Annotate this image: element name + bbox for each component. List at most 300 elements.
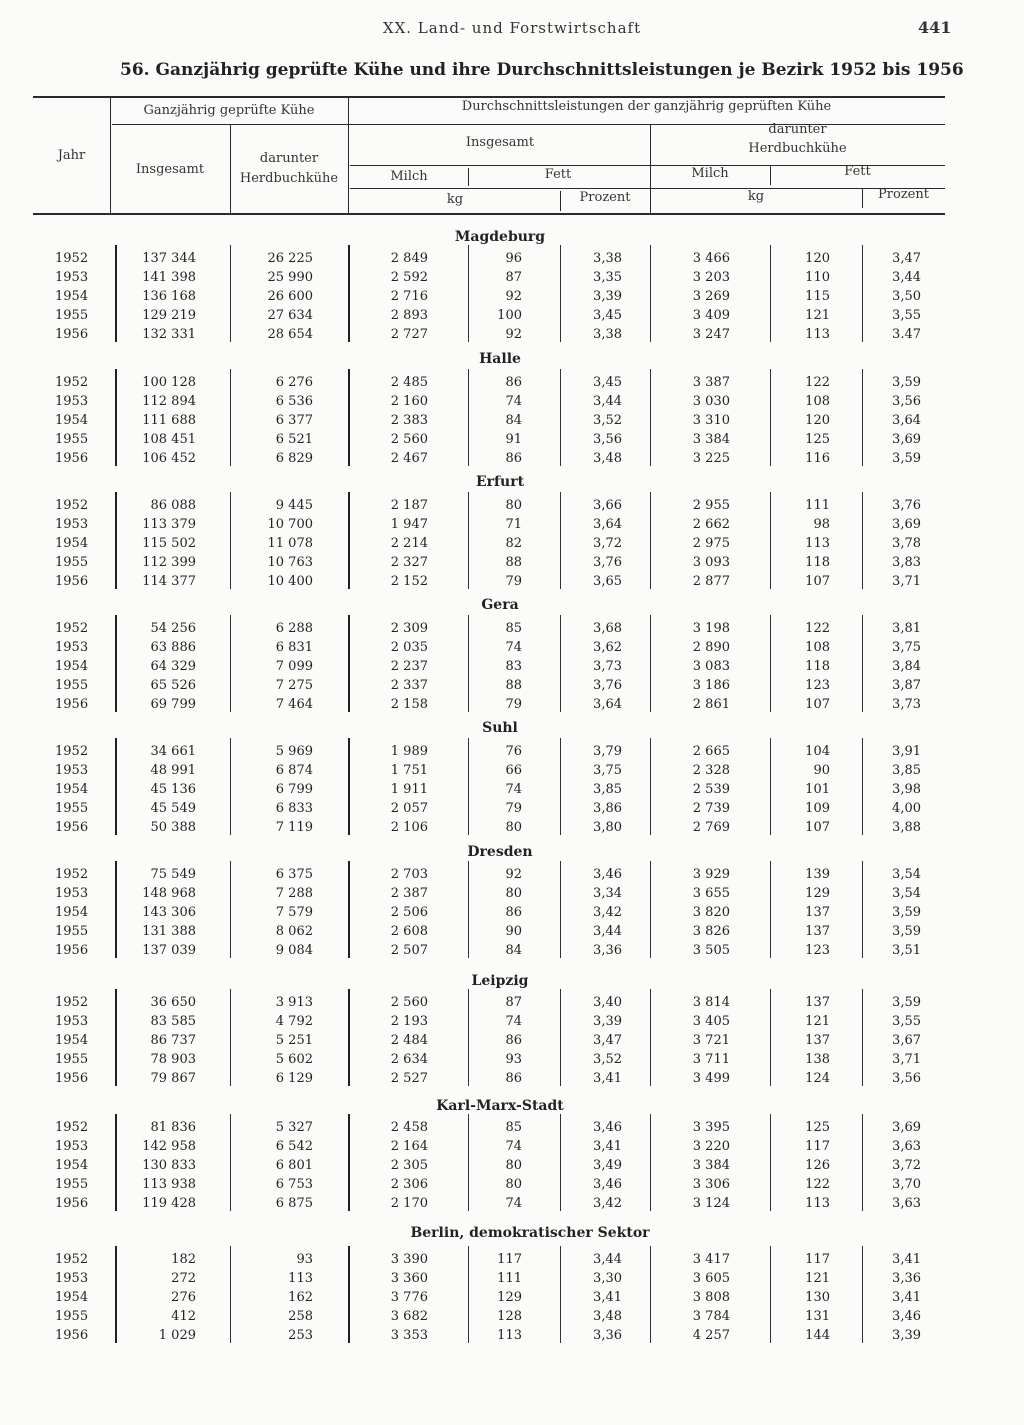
cell-milch-kg: 3 682 <box>390 1309 428 1324</box>
section-title: Berlin, demokratischer Sektor <box>410 1225 650 1241</box>
cell-insgesamt: 1 029 <box>158 1328 196 1343</box>
cell-ds-fett-prozent: 3,59 <box>892 451 921 466</box>
cell-milch-kg: 2 170 <box>390 1196 428 1211</box>
cell-ds-milch-kg: 3 124 <box>692 1196 730 1211</box>
cell-ds-fett-kg: 120 <box>805 413 830 428</box>
cell-ds-fett-kg: 137 <box>805 1033 830 1048</box>
cell-ds-fett-kg: 118 <box>805 659 830 674</box>
cell-insgesamt: 75 549 <box>150 867 196 882</box>
col-insgesamt: Insgesamt <box>135 162 205 177</box>
cell-herdbuchkuehe: 27 634 <box>267 308 313 323</box>
cell-fett-prozent: 3,52 <box>593 413 622 428</box>
cell-milch-kg: 2 506 <box>390 905 428 920</box>
cell-fett-kg: 92 <box>505 327 522 342</box>
cell-ds-fett-kg: 121 <box>805 1271 830 1286</box>
cell-ds-fett-prozent: 3,85 <box>892 763 921 778</box>
col-fett-1: Fett <box>544 167 572 182</box>
cell-fett-prozent: 3,86 <box>593 801 622 816</box>
cell-jahr: 1954 <box>55 782 89 797</box>
cell-herdbuchkuehe: 6 276 <box>275 375 313 390</box>
cell-insgesamt: 50 388 <box>150 820 196 835</box>
column-separator <box>348 245 350 342</box>
cell-ds-fett-kg: 137 <box>805 905 830 920</box>
column-separator <box>770 245 771 342</box>
cell-herdbuchkuehe: 7 288 <box>275 886 313 901</box>
col-fett-2: Fett <box>844 164 871 179</box>
cell-insgesamt: 143 306 <box>142 905 196 920</box>
cell-fett-prozent: 3,68 <box>593 621 622 636</box>
column-separator <box>468 245 469 342</box>
cell-jahr: 1953 <box>55 1271 89 1286</box>
column-separator <box>348 615 350 712</box>
cell-fett-prozent: 3,65 <box>593 574 622 589</box>
column-separator <box>770 615 771 712</box>
column-separator <box>560 615 561 712</box>
cell-ds-milch-kg: 3 310 <box>692 413 730 428</box>
cell-jahr: 1956 <box>55 574 89 589</box>
cell-ds-milch-kg: 3 093 <box>692 555 730 570</box>
cell-fett-prozent: 3,76 <box>593 678 622 693</box>
cell-fett-prozent: 3,44 <box>593 394 622 409</box>
column-separator <box>650 861 651 958</box>
column-separator <box>230 989 231 1086</box>
cell-fett-kg: 87 <box>505 270 522 285</box>
cell-ds-fett-kg: 122 <box>805 1177 830 1192</box>
column-separator <box>862 989 863 1086</box>
cell-ds-milch-kg: 2 539 <box>692 782 730 797</box>
section-title: Erfurt <box>475 474 525 490</box>
cell-milch-kg: 2 560 <box>390 432 428 447</box>
column-separator <box>230 615 231 712</box>
cell-ds-milch-kg: 3 721 <box>692 1033 730 1048</box>
cell-herdbuchkuehe: 9 445 <box>275 498 313 513</box>
cell-milch-kg: 3 776 <box>390 1290 428 1305</box>
cell-herdbuchkuehe: 7 275 <box>275 678 313 693</box>
col-darunter: darunter <box>259 151 319 166</box>
cell-ds-fett-kg: 137 <box>805 995 830 1010</box>
cell-insgesamt: 86 737 <box>150 1033 196 1048</box>
column-separator <box>115 738 117 835</box>
cell-milch-kg: 2 305 <box>390 1158 428 1173</box>
cell-ds-milch-kg: 2 861 <box>692 697 730 712</box>
cell-insgesamt: 142 958 <box>142 1139 196 1154</box>
cell-ds-fett-prozent: 3,59 <box>892 995 921 1010</box>
cell-ds-milch-kg: 3 395 <box>692 1120 730 1135</box>
cell-milch-kg: 2 309 <box>390 621 428 636</box>
cell-insgesamt: 112 894 <box>142 394 196 409</box>
cell-ds-milch-kg: 3 417 <box>692 1252 730 1267</box>
cell-milch-kg: 2 703 <box>390 867 428 882</box>
cell-herdbuchkuehe: 28 654 <box>267 327 313 342</box>
cell-ds-fett-kg: 113 <box>805 327 830 342</box>
cell-insgesamt: 86 088 <box>150 498 196 513</box>
cell-insgesamt: 131 388 <box>142 924 196 939</box>
cell-fett-kg: 80 <box>505 498 522 513</box>
cell-fett-kg: 96 <box>505 251 522 266</box>
cell-fett-kg: 74 <box>505 1139 522 1154</box>
column-separator <box>650 1246 651 1343</box>
cell-fett-kg: 82 <box>505 536 522 551</box>
cell-ds-fett-kg: 139 <box>805 867 830 882</box>
cell-jahr: 1954 <box>55 289 89 304</box>
cell-ds-fett-prozent: 3,59 <box>892 924 921 939</box>
column-separator <box>650 989 651 1086</box>
cell-ds-milch-kg: 3 655 <box>692 886 730 901</box>
cell-fett-prozent: 3,79 <box>593 744 622 759</box>
column-separator <box>560 1114 561 1211</box>
cell-ds-fett-prozent: 3,67 <box>892 1033 921 1048</box>
cell-herdbuchkuehe: 11 078 <box>267 536 313 551</box>
column-separator <box>115 369 117 466</box>
column-separator <box>650 615 651 712</box>
cell-fett-prozent: 3,36 <box>593 943 622 958</box>
cell-fett-kg: 86 <box>505 905 522 920</box>
cell-ds-fett-kg: 121 <box>805 1014 830 1029</box>
cell-jahr: 1955 <box>55 1177 89 1192</box>
cell-herdbuchkuehe: 26 600 <box>267 289 313 304</box>
cell-fett-kg: 93 <box>505 1052 522 1067</box>
cell-ds-fett-kg: 124 <box>805 1071 830 1086</box>
column-separator <box>862 492 863 589</box>
cell-ds-fett-kg: 113 <box>805 536 830 551</box>
cell-ds-fett-prozent: 3,54 <box>892 867 921 882</box>
cell-insgesamt: 148 968 <box>142 886 196 901</box>
cell-ds-milch-kg: 3 384 <box>692 1158 730 1173</box>
cell-fett-prozent: 3,38 <box>593 327 622 342</box>
cell-ds-milch-kg: 3 814 <box>692 995 730 1010</box>
section-title: Karl-Marx-Stadt <box>436 1098 564 1114</box>
cell-milch-kg: 2 634 <box>390 1052 428 1067</box>
cell-milch-kg: 2 592 <box>390 270 428 285</box>
cell-ds-fett-prozent: 3,72 <box>892 1158 921 1173</box>
cell-fett-prozent: 3,46 <box>593 867 622 882</box>
cell-jahr: 1955 <box>55 1309 89 1324</box>
cell-jahr: 1955 <box>55 924 89 939</box>
cell-ds-fett-prozent: 3,98 <box>892 782 921 797</box>
cell-insgesamt: 113 938 <box>142 1177 196 1192</box>
cell-milch-kg: 2 484 <box>390 1033 428 1048</box>
cell-fett-kg: 92 <box>505 867 522 882</box>
cell-fett-prozent: 3,39 <box>593 1014 622 1029</box>
cell-fett-kg: 66 <box>505 763 522 778</box>
cell-fett-kg: 74 <box>505 1196 522 1211</box>
cell-herdbuchkuehe: 5 969 <box>275 744 313 759</box>
column-separator <box>560 861 561 958</box>
cell-fett-kg: 128 <box>497 1309 522 1324</box>
cell-fett-kg: 86 <box>505 375 522 390</box>
cell-milch-kg: 2 383 <box>390 413 428 428</box>
column-separator <box>862 615 863 712</box>
cell-ds-fett-kg: 104 <box>805 744 830 759</box>
cell-insgesamt: 115 502 <box>142 536 196 551</box>
cell-milch-kg: 2 306 <box>390 1177 428 1192</box>
cell-herdbuchkuehe: 6 536 <box>275 394 313 409</box>
cell-ds-milch-kg: 3 929 <box>692 867 730 882</box>
cell-fett-kg: 100 <box>497 308 522 323</box>
cell-milch-kg: 2 849 <box>390 251 428 266</box>
cell-ds-milch-kg: 3 269 <box>692 289 730 304</box>
section-title: Halle <box>479 351 521 367</box>
cell-ds-milch-kg: 3 220 <box>692 1139 730 1154</box>
cell-ds-milch-kg: 3 820 <box>692 905 730 920</box>
cell-fett-kg: 88 <box>505 678 522 693</box>
column-separator <box>348 1246 350 1343</box>
col-prozent-2: Prozent <box>878 187 929 202</box>
cell-insgesamt: 34 661 <box>150 744 196 759</box>
cell-ds-fett-prozent: 3,84 <box>892 659 921 674</box>
cell-milch-kg: 2 467 <box>390 451 428 466</box>
column-separator <box>115 861 117 958</box>
cell-ds-fett-kg: 101 <box>805 782 830 797</box>
cell-milch-kg: 2 187 <box>390 498 428 513</box>
cell-herdbuchkuehe: 6 129 <box>275 1071 313 1086</box>
cell-jahr: 1955 <box>55 1052 89 1067</box>
cell-fett-prozent: 3,40 <box>593 995 622 1010</box>
cell-ds-milch-kg: 3 711 <box>692 1052 730 1067</box>
column-separator <box>115 245 117 342</box>
cell-insgesamt: 113 379 <box>142 517 196 532</box>
cell-herdbuchkuehe: 258 <box>288 1309 313 1324</box>
cell-ds-milch-kg: 3 198 <box>692 621 730 636</box>
cell-milch-kg: 2 560 <box>390 995 428 1010</box>
cell-jahr: 1952 <box>55 251 89 266</box>
cell-herdbuchkuehe: 10 400 <box>267 574 313 589</box>
col-prozent-1: Prozent <box>579 190 631 205</box>
cell-insgesamt: 119 428 <box>142 1196 196 1211</box>
cell-ds-fett-prozent: 3,88 <box>892 820 921 835</box>
cell-fett-prozent: 3,49 <box>593 1158 622 1173</box>
cell-jahr: 1955 <box>55 308 89 323</box>
cell-ds-fett-kg: 113 <box>805 1196 830 1211</box>
cell-fett-prozent: 3,46 <box>593 1177 622 1192</box>
column-separator <box>348 738 350 835</box>
column-separator <box>115 1114 117 1211</box>
cell-ds-fett-kg: 129 <box>805 886 830 901</box>
cell-jahr: 1955 <box>55 678 89 693</box>
cell-ds-fett-kg: 107 <box>805 697 830 712</box>
cell-insgesamt: 69 799 <box>150 697 196 712</box>
section-title: Leipzig <box>471 973 529 989</box>
cell-herdbuchkuehe: 10 700 <box>267 517 313 532</box>
cell-fett-prozent: 3,35 <box>593 270 622 285</box>
cell-insgesamt: 100 128 <box>142 375 196 390</box>
cell-ds-fett-prozent: 3,73 <box>892 697 921 712</box>
cell-milch-kg: 2 485 <box>390 375 428 390</box>
cell-insgesamt: 136 168 <box>142 289 196 304</box>
cell-jahr: 1954 <box>55 1033 89 1048</box>
cell-ds-fett-prozent: 4,00 <box>892 801 921 816</box>
cell-ds-milch-kg: 3 384 <box>692 432 730 447</box>
cell-ds-milch-kg: 2 739 <box>692 801 730 816</box>
col-ds-insgesamt: Insgesamt <box>465 135 535 150</box>
cell-herdbuchkuehe: 6 288 <box>275 621 313 636</box>
column-separator <box>560 1246 561 1343</box>
cell-milch-kg: 2 057 <box>390 801 428 816</box>
column-separator <box>650 1114 651 1211</box>
cell-insgesamt: 45 549 <box>150 801 196 816</box>
cell-ds-fett-prozent: 3,70 <box>892 1177 921 1192</box>
cell-fett-prozent: 3,41 <box>593 1290 622 1305</box>
cell-fett-prozent: 3,56 <box>593 432 622 447</box>
cell-ds-fett-prozent: 3,64 <box>892 413 921 428</box>
cell-fett-kg: 83 <box>505 659 522 674</box>
cell-fett-prozent: 3,76 <box>593 555 622 570</box>
cell-ds-fett-kg: 144 <box>805 1328 830 1343</box>
cell-milch-kg: 2 158 <box>390 697 428 712</box>
cell-ds-milch-kg: 4 257 <box>692 1328 730 1343</box>
column-separator <box>650 369 651 466</box>
col-kg-1: kg <box>446 192 464 207</box>
cell-fett-prozent: 3,34 <box>593 886 622 901</box>
cell-fett-kg: 90 <box>505 924 522 939</box>
cell-insgesamt: 65 526 <box>150 678 196 693</box>
cell-ds-fett-kg: 138 <box>805 1052 830 1067</box>
cell-herdbuchkuehe: 4 792 <box>275 1014 313 1029</box>
cell-ds-fett-kg: 115 <box>805 289 830 304</box>
cell-herdbuchkuehe: 6 799 <box>275 782 313 797</box>
cell-fett-prozent: 3,36 <box>593 1328 622 1343</box>
cell-herdbuchkuehe: 5 327 <box>275 1120 313 1135</box>
cell-jahr: 1956 <box>55 943 89 958</box>
cell-milch-kg: 2 035 <box>390 640 428 655</box>
cell-fett-kg: 76 <box>505 744 522 759</box>
cell-jahr: 1953 <box>55 1139 89 1154</box>
cell-insgesamt: 54 256 <box>150 621 196 636</box>
cell-fett-kg: 74 <box>505 782 522 797</box>
column-separator <box>560 369 561 466</box>
column-separator <box>862 738 863 835</box>
cell-fett-prozent: 3,45 <box>593 308 622 323</box>
cell-milch-kg: 2 507 <box>390 943 428 958</box>
cell-insgesamt: 130 833 <box>142 1158 196 1173</box>
col-ds-darunter: darunter <box>768 122 827 137</box>
cell-ds-fett-prozent: 3,59 <box>892 375 921 390</box>
cell-ds-fett-prozent: 3,69 <box>892 432 921 447</box>
cell-fett-prozent: 3,47 <box>593 1033 622 1048</box>
cell-fett-prozent: 3,52 <box>593 1052 622 1067</box>
cell-jahr: 1953 <box>55 763 89 778</box>
cell-herdbuchkuehe: 6 377 <box>275 413 313 428</box>
cell-milch-kg: 2 716 <box>390 289 428 304</box>
cell-ds-fett-kg: 120 <box>805 251 830 266</box>
cell-jahr: 1952 <box>55 1120 89 1135</box>
cell-herdbuchkuehe: 93 <box>296 1252 313 1267</box>
cell-fett-kg: 84 <box>505 413 522 428</box>
cell-jahr: 1952 <box>55 995 89 1010</box>
cell-insgesamt: 64 329 <box>150 659 196 674</box>
cell-ds-fett-prozent: 3,41 <box>892 1290 921 1305</box>
cell-milch-kg: 1 989 <box>390 744 428 759</box>
cell-ds-fett-kg: 108 <box>805 394 830 409</box>
cell-fett-kg: 113 <box>497 1328 522 1343</box>
column-separator <box>468 1246 469 1343</box>
cell-ds-fett-kg: 108 <box>805 640 830 655</box>
cell-fett-kg: 71 <box>505 517 522 532</box>
cell-ds-fett-prozent: 3,91 <box>892 744 921 759</box>
cell-jahr: 1952 <box>55 1252 89 1267</box>
cell-ds-milch-kg: 3 247 <box>692 327 730 342</box>
cell-fett-kg: 80 <box>505 820 522 835</box>
cell-fett-kg: 80 <box>505 1158 522 1173</box>
column-separator <box>650 245 651 342</box>
cell-ds-fett-kg: 116 <box>805 451 830 466</box>
section-title: Dresden <box>467 844 533 860</box>
column-separator <box>468 989 469 1086</box>
cell-jahr: 1952 <box>55 867 89 882</box>
cell-milch-kg: 2 152 <box>390 574 428 589</box>
cell-insgesamt: 141 398 <box>142 270 196 285</box>
cell-insgesamt: 112 399 <box>142 555 196 570</box>
cell-milch-kg: 2 237 <box>390 659 428 674</box>
cell-herdbuchkuehe: 113 <box>288 1271 313 1286</box>
cell-ds-fett-prozent: 3,55 <box>892 308 921 323</box>
cell-ds-fett-prozent: 3,87 <box>892 678 921 693</box>
cell-insgesamt: 114 377 <box>142 574 196 589</box>
column-separator <box>862 861 863 958</box>
cell-fett-prozent: 3,41 <box>593 1139 622 1154</box>
cell-ds-fett-kg: 117 <box>805 1252 830 1267</box>
column-separator <box>862 369 863 466</box>
cell-ds-fett-prozent: 3,56 <box>892 1071 921 1086</box>
cell-herdbuchkuehe: 7 099 <box>275 659 313 674</box>
column-separator <box>862 1114 863 1211</box>
column-separator <box>468 738 469 835</box>
cell-fett-prozent: 3,73 <box>593 659 622 674</box>
cell-ds-fett-prozent: 3,76 <box>892 498 921 513</box>
cell-milch-kg: 2 893 <box>390 308 428 323</box>
cell-jahr: 1956 <box>55 697 89 712</box>
cell-jahr: 1954 <box>55 536 89 551</box>
cell-milch-kg: 2 214 <box>390 536 428 551</box>
cell-fett-prozent: 3,41 <box>593 1071 622 1086</box>
cell-ds-fett-kg: 125 <box>805 432 830 447</box>
cell-ds-fett-kg: 107 <box>805 574 830 589</box>
cell-ds-fett-prozent: 3,50 <box>892 289 921 304</box>
cell-ds-fett-kg: 123 <box>805 678 830 693</box>
cell-milch-kg: 1 751 <box>390 763 428 778</box>
table-title: 56. Ganzjährig geprüfte Kühe und ihre Durchschnittsleistungen je Bezirk 1952 bis 1956 <box>120 60 964 80</box>
cell-insgesamt: 36 650 <box>150 995 196 1010</box>
cell-insgesamt: 108 451 <box>142 432 196 447</box>
cell-fett-kg: 85 <box>505 621 522 636</box>
cell-ds-fett-prozent: 3,59 <box>892 905 921 920</box>
cell-insgesamt: 412 <box>171 1309 196 1324</box>
cell-herdbuchkuehe: 6 801 <box>275 1158 313 1173</box>
column-separator <box>650 738 651 835</box>
column-separator <box>115 1246 117 1343</box>
cell-ds-fett-prozent: 3,55 <box>892 1014 921 1029</box>
cell-herdbuchkuehe: 7 579 <box>275 905 313 920</box>
cell-ds-fett-kg: 121 <box>805 308 830 323</box>
cell-jahr: 1952 <box>55 621 89 636</box>
cell-fett-prozent: 3,80 <box>593 820 622 835</box>
cell-ds-fett-prozent: 3.47 <box>892 327 921 342</box>
cell-ds-fett-prozent: 3,41 <box>892 1252 921 1267</box>
cell-fett-prozent: 3,44 <box>593 1252 622 1267</box>
cell-insgesamt: 81 836 <box>150 1120 196 1135</box>
cell-insgesamt: 129 219 <box>142 308 196 323</box>
cell-ds-fett-prozent: 3,75 <box>892 640 921 655</box>
cell-milch-kg: 2 608 <box>390 924 428 939</box>
column-separator <box>348 492 350 589</box>
cell-ds-fett-kg: 90 <box>813 763 830 778</box>
cell-milch-kg: 2 387 <box>390 886 428 901</box>
cell-milch-kg: 2 327 <box>390 555 428 570</box>
cell-fett-prozent: 3,48 <box>593 451 622 466</box>
cell-fett-kg: 86 <box>505 1071 522 1086</box>
cell-herdbuchkuehe: 162 <box>288 1290 313 1305</box>
cell-fett-prozent: 3,30 <box>593 1271 622 1286</box>
